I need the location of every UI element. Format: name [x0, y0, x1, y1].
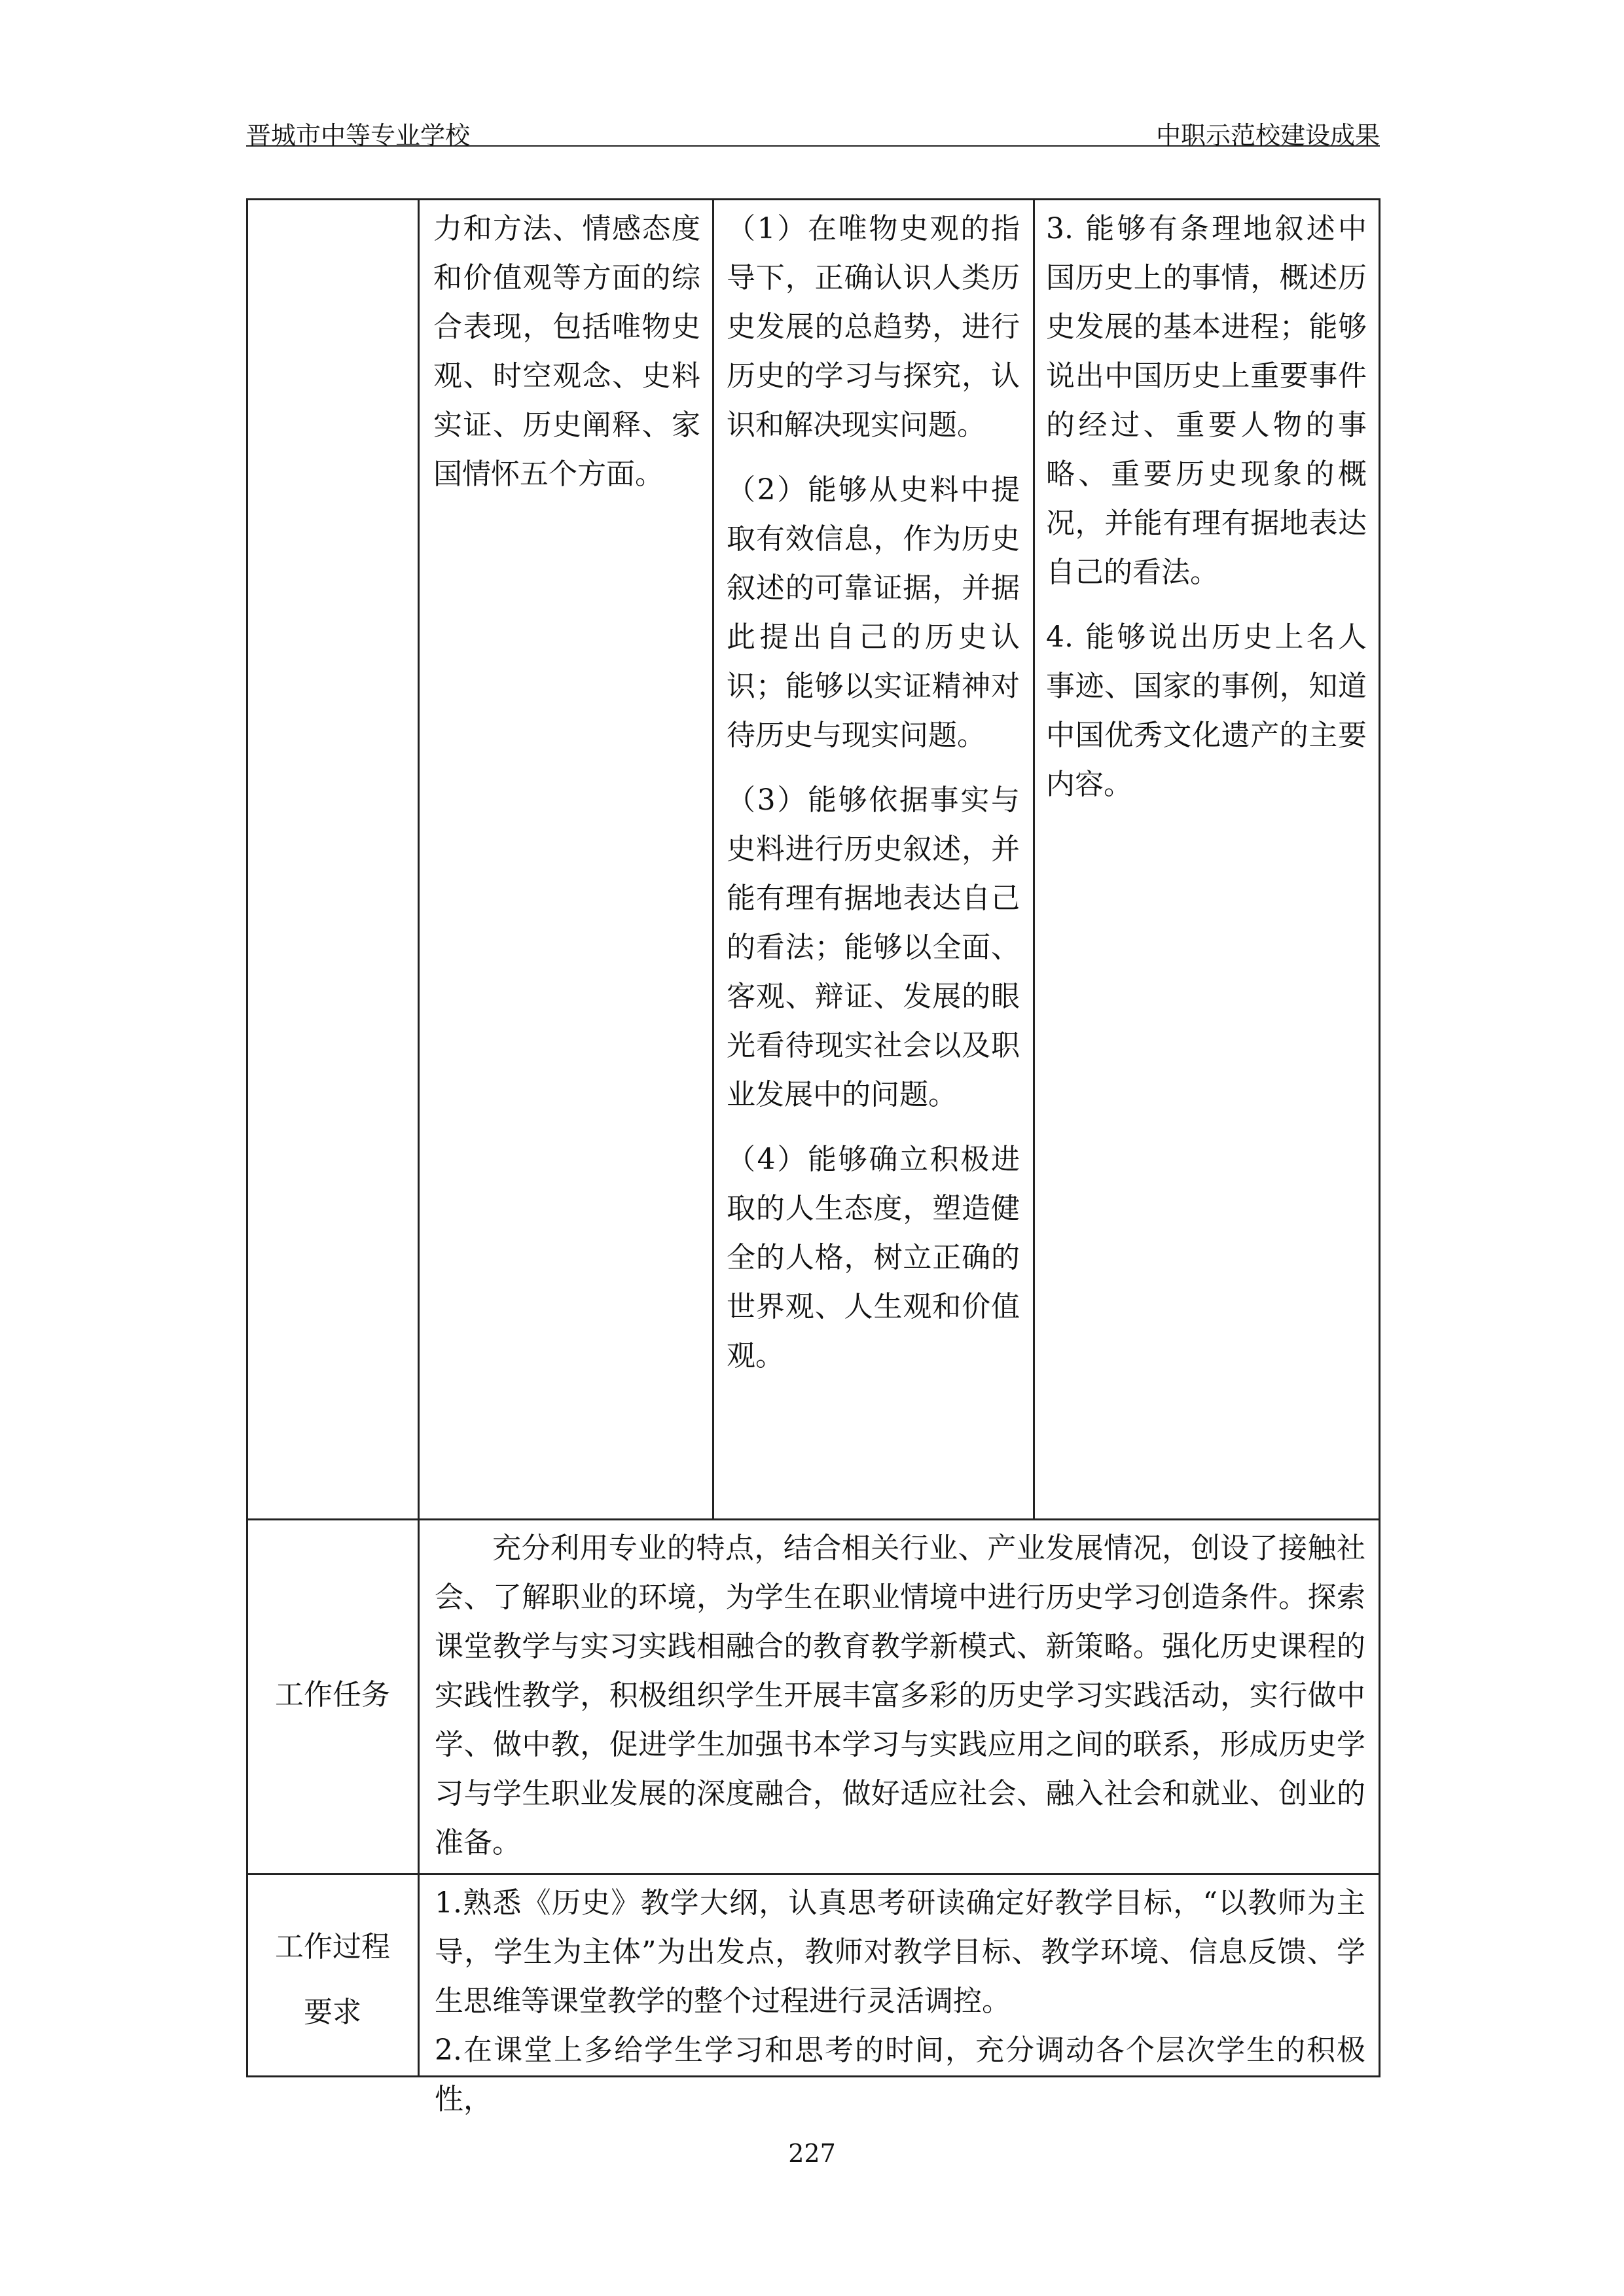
knowledge-goal-item: 3. 能够有条理地叙述中国历史上的事情，概述历史发展的基本进程；能够说出中国历史上重要事件的经过、重要人物的事略、重要历史现象的概况，并能有理有据地表达自己的看法。: [1046, 212, 1367, 589]
competency-goals-cell: [727, 204, 1020, 1396]
work-process-label: [249, 1914, 416, 2045]
table-border-top: [246, 198, 1380, 200]
work-process-item: 2.在课堂上多给学生学习和思考的时间，充分调动各个层次学生的积极性，: [435, 2034, 1365, 2116]
work-task-label: 工作任务: [275, 1678, 390, 1712]
school-name: 晋城市中等专业学校: [246, 121, 471, 150]
table-row-divider-2: [246, 1873, 1380, 1875]
table-row-divider-1: [246, 1518, 1380, 1520]
table-border-right: [1379, 198, 1380, 2077]
knowledge-goals-cell: [1046, 204, 1367, 825]
page-header: [246, 111, 1380, 150]
competency-goal-item: （2）能够从史料中提取有效信息，作为历史叙述的可靠证据，并据此提出自己的历史认识；能够以实证精神对待历史与现实问题。: [727, 473, 1020, 752]
page-number: 227: [788, 2139, 836, 2168]
competency-goal-item: （1）在唯物史观的指导下，正确认识人类历史发展的总趋势，进行历史的学习与探究，认识和解决现实问题。: [727, 212, 1020, 442]
competency-description-cell: [433, 204, 700, 514]
work-process-label-line1: 工作过程: [275, 1930, 390, 1964]
competency-goal-item: （3）能够依据事实与史料进行历史叙述，并能有理有据地表达自己的看法；能够以全面、客观、辩证、发展的眼光看待现实社会以及职业发展中的问题。: [727, 783, 1020, 1111]
work-process-content: [435, 1878, 1365, 2124]
competency-description: 力和方法、情感态度和价值观等方面的综合表现，包括唯物史观、时空观念、史料实证、历史阐释、家国情怀五个方面。: [433, 212, 700, 491]
knowledge-goal-item: 4. 能够说出历史上名人事迹、国家的事例，知道中国优秀文化遗产的主要内容。: [1046, 620, 1367, 801]
document-title: 中职示范校建设成果: [1155, 121, 1380, 150]
table-divider-col1: [418, 198, 420, 2077]
work-process-label-line2: 要求: [304, 1996, 361, 2029]
table-divider-col3: [1033, 198, 1035, 1520]
work-task-content: 充分利用专业的特点，结合相关行业、产业发展情况，创设了接触社会、了解职业的环境，为学生在职业情境中进行历史学习创造条件。探索课堂教学与实习实践相融合的教育教学新模式、新策略。强化历史课程的实践性教学，积极组织学生开展丰富多彩的历史学习实践活动，实行做中学、做中教，促进学生加强书本学习与实践应用之间的联系，形成历史学习与学生职业发展的深度融合，做好适应社会、融入社会和就业、创业的准备。: [435, 1532, 1365, 1859]
work-process-item: 1.熟悉《历史》教学大纲，认真思考研读确定好教学目标，“以教师为主导，学生为主体”为出发点，教师对教学目标、教学环境、信息反馈、学生思维等课堂教学的整个过程进行灵活调控。: [435, 1886, 1365, 2018]
table-border-left: [246, 198, 248, 2077]
competency-goal-item: （4）能够确立积极进取的人生态度，塑造健全的人格，树立正确的世界观、人生观和价值观。: [727, 1143, 1020, 1372]
table-divider-col2: [712, 198, 714, 1520]
